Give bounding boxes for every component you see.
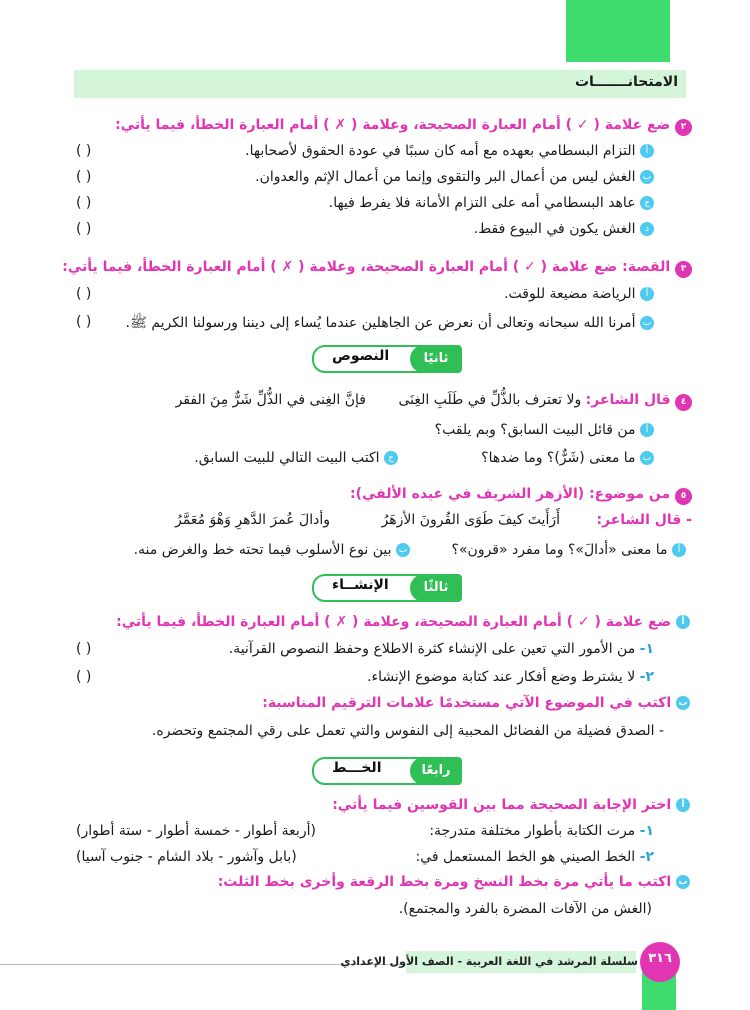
list-item (329, 195, 654, 211)
list-item (481, 450, 654, 466)
list-item (429, 823, 654, 839)
answer-choices: (أربعة أطوار - خمسة أطوار - ستة أطوار) (76, 823, 316, 839)
page-title: الامتحانـــــــات (574, 74, 678, 90)
section-header-texts (312, 345, 462, 371)
item-marker: ج (640, 196, 654, 210)
item-text: من قائل البيت السابق؟ وبم يلقب؟ (434, 422, 636, 438)
item-marker: أ (676, 798, 690, 812)
question-badge: ٤ (675, 394, 692, 411)
list-item (452, 542, 686, 558)
question-2 (115, 117, 692, 136)
item-marker: ب (640, 316, 654, 330)
question-text: ضع علامة ( ✓ ) أمام العبارة الصحيحة، وعلامة ( ✗ ) أمام العبارة الخطأ، فيما يأتي: (116, 614, 672, 630)
list-item (255, 169, 654, 185)
item-text: أمرنا الله سبحانه وتعالى أن نعرض عن الجاهلين عندما يُساء إلى ديننا ورسولنا الكريم ﷺ. (125, 315, 636, 331)
question-badge: ٢ (675, 119, 692, 136)
poet-label: - قال الشاعر: (596, 512, 692, 528)
item-number: ٢- (639, 849, 654, 865)
list-item (504, 286, 654, 302)
item-number: ١- (639, 823, 654, 839)
item-text: من الأمور التي تعين على الإنشاء كثرة الاطلاع وحفظ النصوص القرآنية. (228, 641, 636, 657)
answer-parens: ( ) (76, 669, 92, 685)
list-item (367, 669, 654, 685)
answer-parens: ( ) (76, 169, 92, 185)
answer-parens: ( ) (76, 641, 92, 657)
item-marker: ب (676, 696, 690, 710)
section-header-composition (312, 574, 462, 600)
item-text: بين نوع الأسلوب فيما تحته خط والغرض منه. (133, 542, 392, 558)
question-text: ضع علامة ( ✓ ) أمام العبارة الصحيحة، وعلامة ( ✗ ) أمام العبارة الخطأ، فيما يأتي: (115, 117, 671, 133)
hemistich-1: ولا تعترف بالذُّلِّ في طَلَبِ الغِنَى (398, 392, 582, 408)
list-item (245, 143, 654, 159)
section-tag: ثالثًا (410, 574, 462, 602)
hemistich-1: أَرَأَيتَ كيفَ طَوَى القُرونَ الأزهَرُ (381, 512, 560, 528)
answer-parens: ( ) (76, 314, 92, 330)
item-marker: أ (672, 543, 686, 557)
item-marker: ب (676, 875, 690, 889)
section-label: الخـــط (332, 760, 382, 776)
item-text: ما معنى «أدالَ»؟ وما مفرد «قرون»؟ (451, 542, 668, 558)
item-text: اكتب البيت التالي للبيت السابق. (194, 450, 380, 466)
list-item (435, 422, 654, 438)
question-badge: ٣ (675, 261, 692, 278)
item-marker: ب (640, 451, 654, 465)
question-text: من موضوع: (الأزهر الشريف في عيده الألفي): (349, 486, 671, 502)
question-4 (398, 392, 692, 411)
section-tag: رابعًا (410, 757, 462, 785)
item-text: عاهد البسطامي أمه على التزام الأمانة فلا يفرط فيها. (328, 195, 636, 211)
question-3 (62, 259, 692, 278)
question-b (218, 874, 690, 890)
section-label: الإنشــاء (332, 577, 389, 593)
item-marker: ج (384, 451, 398, 465)
item-text: الخط الصيني هو الخط المستعمل في: (415, 849, 636, 865)
section-label: النصوص (332, 348, 390, 364)
item-number: ١- (639, 641, 654, 657)
item-text: الغش يكون في البيوع فقط. (473, 221, 636, 237)
section-tag: ثانيًا (410, 345, 462, 373)
item-number: ٢- (639, 669, 654, 685)
section-header-calligraphy (312, 757, 462, 783)
list-item (229, 641, 654, 657)
footer-series-title: سلسلة المرشد في اللغة العربية - الصف الأول الإعدادي (340, 955, 638, 968)
item-marker: أ (676, 615, 690, 629)
item-text: الرياضة مضيعة للوقت. (504, 286, 636, 302)
answer-parens: ( ) (76, 221, 92, 237)
list-item (134, 542, 410, 558)
question-a (332, 797, 690, 813)
item-text: الغش ليس من أعمال البر والتقوى وإنما من أعمال الإثم والعدوان. (255, 169, 636, 185)
answer-parens: ( ) (76, 195, 92, 211)
hemistich-2: فإنَّ الغِنى في الذُّلِّ شَرٌّ مِنَ الفقر (175, 392, 366, 408)
question-text: اكتب في الموضوع الآتي مستخدمًا علامات الترقيم المناسبة: (262, 695, 672, 711)
question-text: اكتب ما يأتي مرة بخط النسخ ومرة بخط الرقعة وأخرى بخط الثلث: (217, 874, 672, 890)
answer-parens: ( ) (76, 286, 92, 302)
question-text: اختر الإجابة الصحيحة مما بين القوسين فيما يأتي: (332, 797, 672, 813)
list-item (194, 450, 398, 466)
item-marker: د (640, 222, 654, 236)
item-marker: أ (640, 287, 654, 301)
item-marker: ب (640, 170, 654, 184)
question-a (116, 614, 690, 630)
calligraphy-sentence: (الغش من الآفات المضرة بالفرد والمجتمع). (398, 901, 652, 917)
question-5 (350, 486, 692, 505)
item-text: التزام البسطامي بعهده مع أمه كان سببًا في عودة الحقوق لأصحابها. (245, 143, 636, 159)
item-marker: أ (640, 144, 654, 158)
question-badge: ٥ (675, 488, 692, 505)
hemistich-2: وأدالَ عُمرَ الدَّهرِ وَهْوَ مُعَمَّرُ (175, 512, 330, 528)
page-number: ٣١٦ (648, 951, 672, 966)
item-marker: ب (396, 543, 410, 557)
item-text: مرت الكتابة بأطوار مختلفة متدرجة: (429, 823, 636, 839)
top-green-block (566, 0, 670, 62)
composition-topic: - الصدق فضيلة من الفضائل المحببة إلى النفوس والتي تعمل على رقي المجتمع وتحضره. (151, 723, 664, 739)
list-item (126, 314, 654, 334)
answer-parens: ( ) (76, 143, 92, 159)
question-b (262, 695, 690, 711)
list-item (415, 849, 654, 865)
poet-label: قال الشاعر: (585, 392, 671, 408)
item-marker: أ (640, 423, 654, 437)
item-text: لا يشترط وضع أفكار عند كتابة موضوع الإنشاء. (367, 669, 636, 685)
answer-choices: (بابل وآشور - بلاد الشام - جنوب آسيا) (76, 849, 297, 865)
question-text: القصة: ضع علامة ( ✓ ) أمام العبارة الصحيحة، وعلامة ( ✗ ) أمام العبارة الخطأ، فيما يأتي: (62, 259, 671, 275)
list-item (474, 221, 654, 237)
poet-line (596, 512, 692, 528)
item-text: ما معنى (شَرٌّ)؟ وما ضدها؟ (481, 450, 636, 466)
